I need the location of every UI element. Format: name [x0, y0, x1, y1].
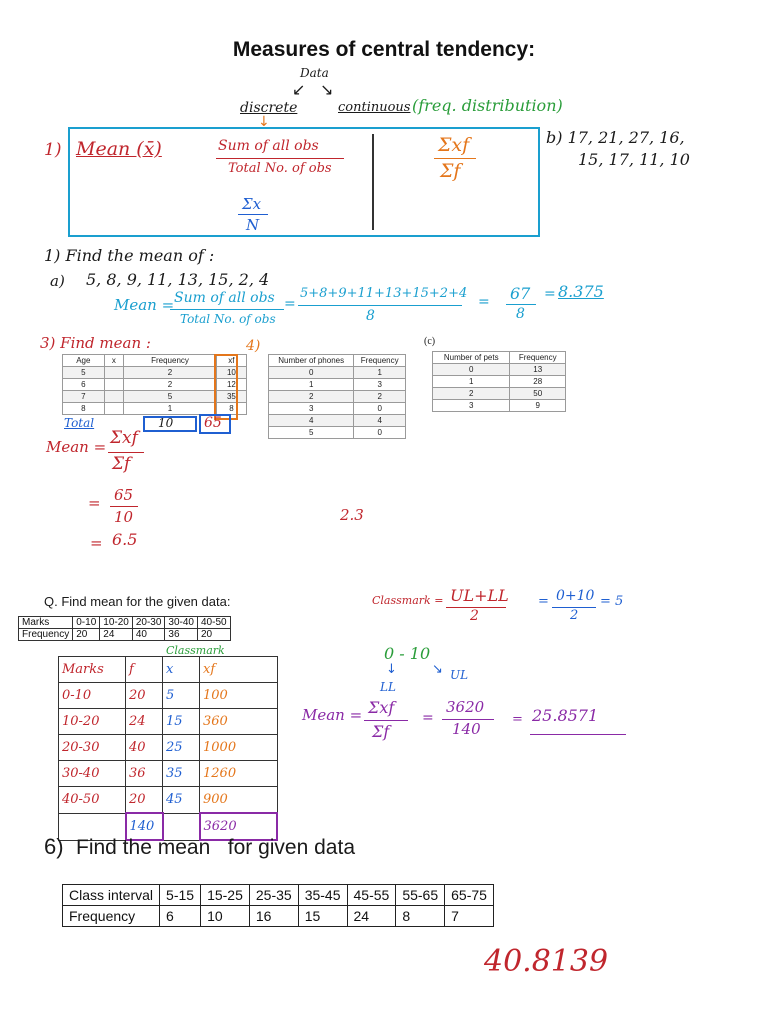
eq-cm: = — [538, 594, 549, 609]
q1-total-obs: Total No. of obs — [180, 312, 276, 326]
table-cell: 8 — [63, 403, 105, 415]
table-cell: 900 — [200, 787, 278, 814]
marks-print-table — [18, 616, 231, 641]
table-cell: 40 — [126, 735, 163, 761]
table-cell: 15 — [163, 709, 200, 735]
table-cell: 3 — [433, 400, 510, 412]
sigma-xf: Σxf — [438, 134, 470, 156]
q1-frac-num: 67 — [510, 284, 531, 303]
table-cell: 12 — [216, 379, 246, 391]
table-cell: 20 — [198, 629, 231, 641]
phones-table — [268, 354, 406, 439]
q3-mean-eq: Mean = — [46, 438, 107, 456]
table-cell: 4 — [354, 415, 406, 427]
marks-hw-table — [58, 656, 278, 841]
pets-table — [432, 351, 566, 412]
q1-frac-den: 8 — [516, 306, 525, 322]
q1-eq2: = — [478, 294, 490, 310]
sum-obs-label: Sum of all obs — [218, 138, 319, 154]
arrow-ul-icon: ↘ — [432, 662, 443, 677]
table-cell: 36 — [126, 761, 163, 787]
total-f: 140 — [126, 813, 163, 840]
table-cell: 1000 — [200, 735, 278, 761]
table-cell: 20 — [126, 787, 163, 814]
table-cell: 2 — [269, 391, 354, 403]
answer-4: 2.3 — [340, 506, 364, 524]
pets-header: Number of pets — [433, 352, 510, 364]
sigma-f: Σf — [440, 160, 461, 182]
def-number: 1) — [44, 140, 62, 160]
phones-header: Number of phones — [269, 355, 354, 367]
table-cell: 40 — [132, 629, 165, 641]
table-cell: 3 — [354, 379, 406, 391]
cm-res: = 5 — [600, 594, 624, 609]
table-cell: 2 — [433, 388, 510, 400]
table-cell: 28 — [510, 376, 566, 388]
sigma-x: Σx — [242, 195, 262, 213]
continuous-label: continuous — [338, 100, 411, 115]
cont-mean-eq: Mean = — [302, 706, 363, 724]
label-4: 4) — [246, 338, 261, 354]
table-cell: 0 — [354, 427, 406, 439]
table-cell: 35 — [163, 761, 200, 787]
table-cell: 4 — [269, 415, 354, 427]
q3-eq1: = — [88, 494, 101, 512]
table-cell: 6 — [160, 906, 201, 927]
q3-sigma-f: Σf — [112, 454, 131, 474]
x-header: x — [163, 657, 200, 683]
cont-eq1: = — [422, 710, 434, 726]
page-title: Measures of central tendency: — [232, 38, 536, 61]
table-cell: 5 — [124, 391, 217, 403]
cont-eq2: = — [512, 712, 523, 727]
table-cell: 8 — [216, 403, 246, 415]
xf-header: xf — [216, 355, 246, 367]
q1-eq3: = — [544, 286, 556, 302]
cont-num: 3620 — [446, 698, 485, 716]
q1-result: 8.375 — [558, 282, 604, 301]
table-cell: 5 — [269, 427, 354, 439]
table-cell: 10-20 — [100, 617, 133, 629]
label-c: (c) — [424, 336, 436, 347]
ul-label: UL — [450, 668, 469, 682]
table-cell: 45 — [163, 787, 200, 814]
xf-header: xf — [200, 657, 278, 683]
table-cell: 1 — [354, 367, 406, 379]
total-obs-label: Total No. of obs — [228, 161, 332, 176]
table-cell: 7 — [445, 906, 494, 927]
two: 2 — [470, 608, 479, 624]
data-label: Data — [300, 66, 329, 80]
table-cell: 10 — [216, 367, 246, 379]
table-cell: Class interval — [63, 885, 160, 906]
table-cell: 13 — [510, 364, 566, 376]
q1-sum-expr: 5+8+9+11+13+15+2+4 — [300, 286, 468, 301]
ll-label: LL — [380, 680, 396, 694]
freq-distribution-label: (freq. distribution) — [412, 96, 563, 115]
age-header: Age — [63, 355, 105, 367]
arrow-right-icon: ↘ — [320, 80, 334, 99]
b-values-1: b) 17, 21, 27, 16, — [546, 128, 685, 147]
table-cell: 8 — [396, 906, 445, 927]
table-cell: Marks — [19, 617, 73, 629]
table-cell: 0-10 — [73, 617, 100, 629]
table-cell: 20-30 — [132, 617, 165, 629]
n-label: N — [246, 216, 260, 234]
xf-column-box — [214, 354, 238, 420]
table-cell: 55-65 — [396, 885, 445, 906]
freq-header: Frequency — [124, 355, 217, 367]
pets-freq-header: Frequency — [510, 352, 566, 364]
q3-heading: 3) Find mean : — [40, 334, 151, 352]
table-cell: 24 — [126, 709, 163, 735]
table-cell: 1260 — [200, 761, 278, 787]
table-cell: Frequency — [19, 629, 73, 641]
q-cont-heading: Q. Find mean for the given data: — [44, 594, 231, 609]
marks-header: Marks — [59, 657, 126, 683]
table-cell: 35-45 — [298, 885, 347, 906]
table-cell: 9 — [510, 400, 566, 412]
table-cell: 30-40 — [165, 617, 198, 629]
table-cell: 24 — [347, 906, 396, 927]
ul-ll: UL+LL — [450, 586, 509, 605]
table-cell: 3 — [269, 403, 354, 415]
table-cell: 16 — [249, 906, 298, 927]
table-cell: 10-20 — [59, 709, 126, 735]
x-header: x — [104, 355, 123, 367]
q1-sum-obs: Sum of all obs — [174, 290, 275, 306]
table-cell: 15-25 — [201, 885, 250, 906]
table-cell: 45-55 — [347, 885, 396, 906]
q3-eq2: = — [90, 534, 103, 552]
q3-num: 65 — [114, 486, 134, 504]
table-cell: 0 — [354, 403, 406, 415]
total-xf: 65 — [204, 415, 222, 431]
table-cell: 15 — [298, 906, 347, 927]
q3-result: 6.5 — [112, 530, 138, 549]
arrow-ll-icon: ↓ — [386, 662, 397, 677]
table-cell: 24 — [100, 629, 133, 641]
table-cell: 6 — [63, 379, 105, 391]
table-cell: 50 — [510, 388, 566, 400]
table-cell: 0-10 — [59, 683, 126, 709]
table-cell: 2 — [354, 391, 406, 403]
table-cell: 40-50 — [198, 617, 231, 629]
table-cell: 20-30 — [59, 735, 126, 761]
q6-answer: 40.8139 — [484, 944, 609, 979]
table-cell: 20 — [73, 629, 100, 641]
table-cell: 2 — [124, 367, 217, 379]
table-cell: 25-35 — [249, 885, 298, 906]
table-cell: 36 — [165, 629, 198, 641]
table-cell: 7 — [63, 391, 105, 403]
classmark-formula: Classmark = — [372, 594, 444, 607]
table-cell: 1 — [269, 379, 354, 391]
q1-eq1: = — [284, 296, 296, 312]
table-cell: 0 — [269, 367, 354, 379]
table-cell: 40-50 — [59, 787, 126, 814]
table-cell: 25 — [163, 735, 200, 761]
table-cell: 1 — [124, 403, 217, 415]
table-cell: 2 — [124, 379, 217, 391]
table-cell: 65-75 — [445, 885, 494, 906]
table-cell: 5 — [63, 367, 105, 379]
table-cell: 20 — [126, 683, 163, 709]
cont-den: 140 — [452, 720, 481, 738]
f-header: f — [126, 657, 163, 683]
q1-denominator: 8 — [366, 308, 375, 324]
b-values-2: 15, 17, 11, 10 — [578, 150, 690, 169]
table-cell: 35 — [216, 391, 246, 403]
q3-sigma-xf: Σxf — [110, 428, 138, 448]
total-label: Total — [64, 416, 95, 430]
table-cell: 5 — [163, 683, 200, 709]
q6-number: 6) — [44, 834, 64, 859]
phones-freq-header: Frequency — [354, 355, 406, 367]
cm-num: 0+10 — [556, 588, 595, 604]
table-cell: 10 — [201, 906, 250, 927]
q6-heading: Find the mean for given data — [76, 836, 355, 859]
q6-table — [62, 884, 494, 927]
cm-den: 2 — [570, 608, 579, 623]
mean-label: Mean (x̄) — [76, 138, 162, 160]
arrow-down-icon: ↓ — [258, 114, 270, 130]
cont-result: 25.8571 — [532, 706, 599, 725]
table-cell: 0 — [433, 364, 510, 376]
cont-sigma-xf: Σxf — [368, 698, 395, 717]
divider — [372, 134, 374, 230]
range-label: 0 - 10 — [384, 644, 431, 663]
arrow-left-icon: ↙ — [292, 80, 306, 99]
cont-sigma-f: Σf — [372, 722, 390, 741]
table-cell: 30-40 — [59, 761, 126, 787]
table-cell: 1 — [433, 376, 510, 388]
classmark-label: Classmark — [166, 644, 225, 657]
total-f: 10 — [158, 416, 174, 430]
table-cell: Frequency — [63, 906, 160, 927]
table-cell: 100 — [200, 683, 278, 709]
total-xf: 3620 — [200, 813, 278, 840]
q1-heading: 1) Find the mean of : — [44, 246, 215, 265]
table-cell: 360 — [200, 709, 278, 735]
q1-mean-eq: Mean = — [114, 296, 175, 314]
q1-a-label: a) — [50, 272, 65, 290]
table-cell: 5-15 — [160, 885, 201, 906]
q1-a-values: 5, 8, 9, 11, 13, 15, 2, 4 — [86, 270, 270, 289]
discrete-label: discrete — [240, 100, 298, 116]
q3-den: 10 — [114, 508, 134, 526]
